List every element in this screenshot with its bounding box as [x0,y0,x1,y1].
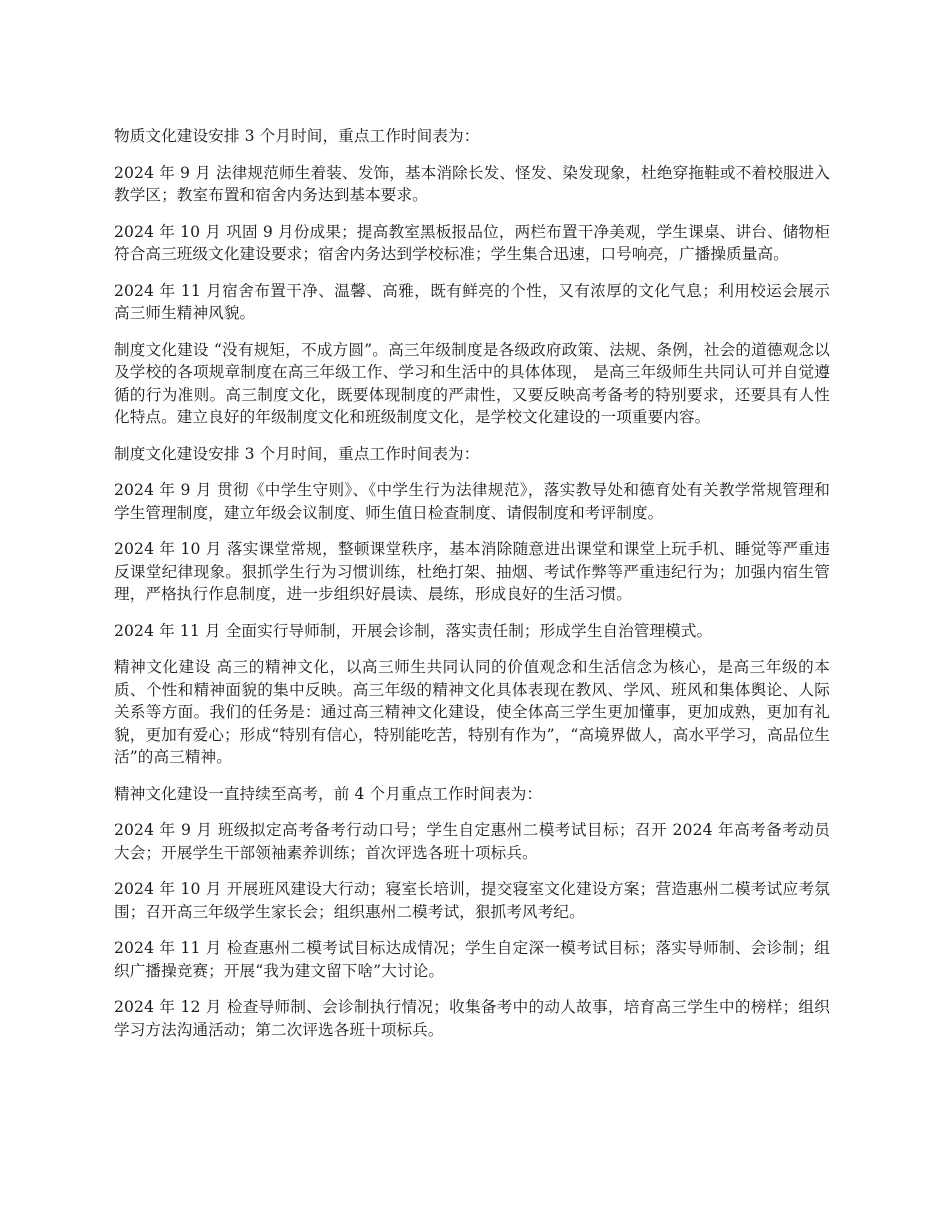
paragraph-material-intro: 物质文化建设安排 3 个月时间，重点工作时间表为： [114,127,480,145]
paragraph-spirit-oct: 2024 年 10 月 开展班风建设大行动；寝室长培训，提交寝室文化建设方案；营造惠州二模考试应考氛围；召开高三年级学生家长会；组织惠州二模考试，狠抓考风考纪。 [114,880,830,921]
paragraph-system-nov: 2024 年 11 月 全面实行导师制，开展会诊制，落实责任制；形成学生自治管理模式。 [114,621,713,640]
paragraph-spirit-culture: 精神文化建设 高三的精神文化，以高三师生共同认同的价值观念和生活信念为核心，是高三年级的本质、个性和精神面貌的集中反映。高三年级的精神文化具体表现在教风、学风、班风和集体舆论、人际关系等方面。我们的任务是：通过高三精神文化建设，使全体高三学生更加懂事，更加成熟，更加有礼貌，更加有爱心；形成“特别有信心，特别能吃苦，特别有作为”，“高境界做人，高水平学习，高品位生活”的高三精神。 [114,658,830,766]
paragraph-system-sep: 2024 年 9 月 贯彻《中学生守则》、《中学生行为法律规范》，落实教导处和德育处有关教学常规管理和学生管理制度，建立年级会议制度、师生值日检查制度、请假制度和考评制度。 [114,481,830,522]
paragraph-spirit-nov: 2024 年 11 月 检查惠州二模考试目标达成情况；学生自定深一模考试目标；落实导师制、会诊制；组织广播操竞赛；开展“我为建文留下啥”大讨论。 [114,939,830,980]
document-body [114,125,830,1055]
paragraph-material-sep: 2024 年 9 月 法律规范师生着装、发饰，基本消除长发、怪发、染发现象，杜绝穿拖鞋或不着校服进入教学区；教室布置和宿舍内务达到基本要求。 [114,163,830,204]
paragraph-system-oct: 2024 年 10 月 落实课堂常规，整顿课堂秩序，基本消除随意进出课堂和课堂上玩手机、睡觉等严重违反课堂纪律现象。狠抓学生行为习惯训练，杜绝打架、抽烟、考试作弊等严重违纪行为；加强内宿生管理，严格执行作息制度，进一步组织好晨读、晨练，形成良好的生活习惯。 [114,540,830,603]
paragraph-spirit-dec: 2024 年 12 月 检查导师制、会诊制执行情况；收集备考中的动人故事，培育高三学生中的榜样；组织学习方法沟通活动；第二次评选各班十项标兵。 [114,998,830,1039]
paragraph-system-culture: 制度文化建设 “没有规矩，不成方圆”。高三年级制度是各级政府政策、法规、条例，社会的道德观念以及学校的各项规章制度在高三年级工作、学习和生活中的具体体现， 是高三年级师生共同认可并自觉遵循的行为准则。高三制度文化，既要体现制度的严肃性，又要反映高考备考的特别要求，还要具有人性化特点。建立良好的年级制度文化和班级制度文化，是学校文化建设的一项重要内容。 [114,340,830,426]
paragraph-material-oct: 2024 年 10 月 巩固 9 月份成果；提高教室黑板报品位，两栏布置干净美观，学生课桌、讲台、储物柜符合高三班级文化建设要求；宿舍内务达到学校标准；学生集合迅速，口号响亮，广播操质量高。 [114,222,830,263]
paragraph-system-intro: 制度文化建设安排 3 个月时间，重点工作时间表为： [114,444,480,463]
paragraph-material-nov: 2024 年 11 月宿舍布置干净、温馨、高雅，既有鲜亮的个性，又有浓厚的文化气息；利用校运会展示高三师生精神风貌。 [114,281,830,322]
paragraph-spirit-sep: 2024 年 9 月 班级拟定高考备考行动口号；学生自定惠州二模考试目标；召开 2024 年高考备考动员大会；开展学生干部领袖素养训练；首次评选各班十项标兵。 [114,821,830,862]
paragraph-spirit-intro: 精神文化建设一直持续至高考，前 4 个月重点工作时间表为： [114,784,543,803]
